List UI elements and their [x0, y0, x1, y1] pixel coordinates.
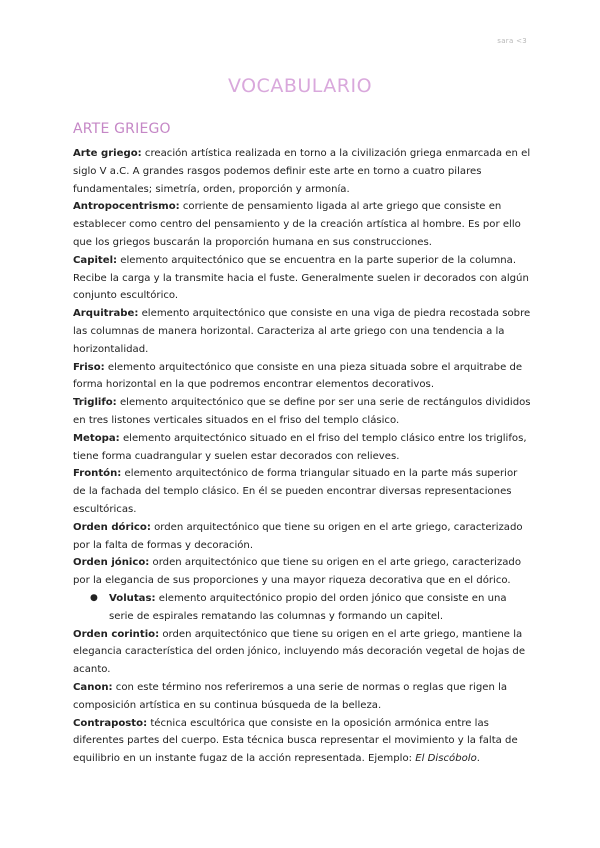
entry-orden-jonico: [73, 554, 533, 590]
entry-term: Frontón:: [73, 468, 122, 480]
entry-term: Orden dórico:: [73, 521, 151, 533]
entry-definition: elemento arquitectónico situado en el friso del templo clásico entre los triglifos, tiene forma cuadrangular y suelen estar decorados con relieves.: [73, 432, 527, 462]
entry-contraposto: [73, 715, 533, 768]
entry-definition: elemento arquitectónico de forma triangular situado en la parte más superior de la fachada del templo clásico. En él se pueden encontrar diversas representaciones escultóricas.: [73, 468, 518, 515]
entry-term: Orden corintio:: [73, 628, 160, 640]
corner-note: sara <3: [497, 37, 527, 45]
vocabulary-list: [73, 145, 533, 768]
page-title: VOCABULARIO: [227, 75, 373, 97]
entry-orden-corintio: [73, 626, 533, 679]
entry-term: Contraposto:: [73, 717, 148, 729]
entry-orden-dorico: [73, 519, 533, 555]
entry-end: .: [476, 753, 480, 765]
entry-canon: [73, 679, 533, 715]
entry-arquitrabe: [73, 305, 533, 358]
entry-friso: [73, 359, 533, 395]
entry-antropocentrismo: [73, 198, 533, 251]
entry-definition: creación artística realizada en torno a la civilización griega enmarcada en el siglo V a.C. A grandes rasgos podemos definir este arte en torno a cuatro pilares fundamentales; simetría, orden, proporción y armonía.: [73, 148, 531, 195]
entry-term: Triglifo:: [73, 397, 117, 409]
entry-term: Friso:: [73, 361, 105, 373]
entry-term: Arquitrabe:: [73, 308, 139, 320]
entry-definition: elemento arquitectónico que consiste en una pieza situada sobre el arquitrabe de forma horizontal en la que podremos encontrar elementos decorativos.: [73, 361, 523, 391]
section-heading: ARTE GRIEGO: [73, 121, 171, 137]
entry-definition: orden arquitectónico que tiene su origen en el arte griego, caracterizado por la falta de formas y decoración.: [73, 521, 523, 551]
bullet-icon: ●: [90, 592, 98, 603]
entry-term: Volutas:: [109, 592, 156, 604]
entry-term: Antropocentrismo:: [73, 201, 180, 213]
entry-term: Canon:: [73, 681, 113, 693]
entry-metopa: [73, 430, 533, 466]
entry-definition: orden arquitectónico que tiene su origen en el arte griego, caracterizado por la elegancia de sus proporciones y una mayor riqueza decorativa que en el dórico.: [73, 557, 522, 587]
entry-definition: corriente de pensamiento ligada al arte griego que consiste en establecer como centro del pensamiento y de la creación artística al hombre. Es por ello que los griegos buscarán la proporción humana en sus construcciones.: [73, 201, 521, 248]
entry-definition: elemento arquitectónico que se define por ser una serie de rectángulos divididos en tres listones verticales situados en el friso del templo clásico.: [73, 397, 531, 426]
entry-arte-griego: [73, 145, 533, 198]
entry-definition: elemento arquitectónico que se encuentra en la parte superior de la columna. Recibe la carga y la transmite hacia el fuste. Generalmente suelen ir decorados con algún conjunto escultórico.: [73, 254, 529, 302]
entry-definition: elemento arquitectónico propio del orden jónico que consiste en una serie de espirales rematando las columnas y formando un capitel.: [109, 592, 507, 622]
entry-definition: con este término nos referiremos a una serie de normas o reglas que rigen la composición artística en su continua búsqueda de la belleza.: [73, 681, 508, 711]
entry-definition: técnica escultórica que consiste en la oposición armónica entre las diferentes partes del cuerpo. Esta técnica busca representar el movimiento y la falta de equilibrio en un instante fugaz de la acción representada. Ejemplo:: [73, 717, 518, 765]
entry-term: Arte griego:: [73, 148, 142, 159]
entry-definition: orden arquitectónico que tiene su origen en el arte griego, mantiene la elegancia característica del orden jónico, incluyendo más decoración vegetal de hojas de acanto.: [73, 628, 526, 676]
entry-term: Metopa:: [73, 432, 120, 444]
entry-triglifo: [73, 394, 533, 430]
entry-capitel: [73, 252, 533, 305]
entry-term: Capitel:: [73, 254, 118, 266]
entry-example: El Discóbolo: [415, 753, 477, 765]
entry-volutas: [73, 590, 533, 626]
entry-definition: elemento arquitectónico que consiste en una viga de piedra recostada sobre las columnas de manera horizontal. Caracteriza al arte griego con una tendencia a la horizontalidad.: [73, 308, 531, 355]
entry-term: Orden jónico:: [73, 557, 150, 569]
entry-fronton: [73, 465, 533, 518]
